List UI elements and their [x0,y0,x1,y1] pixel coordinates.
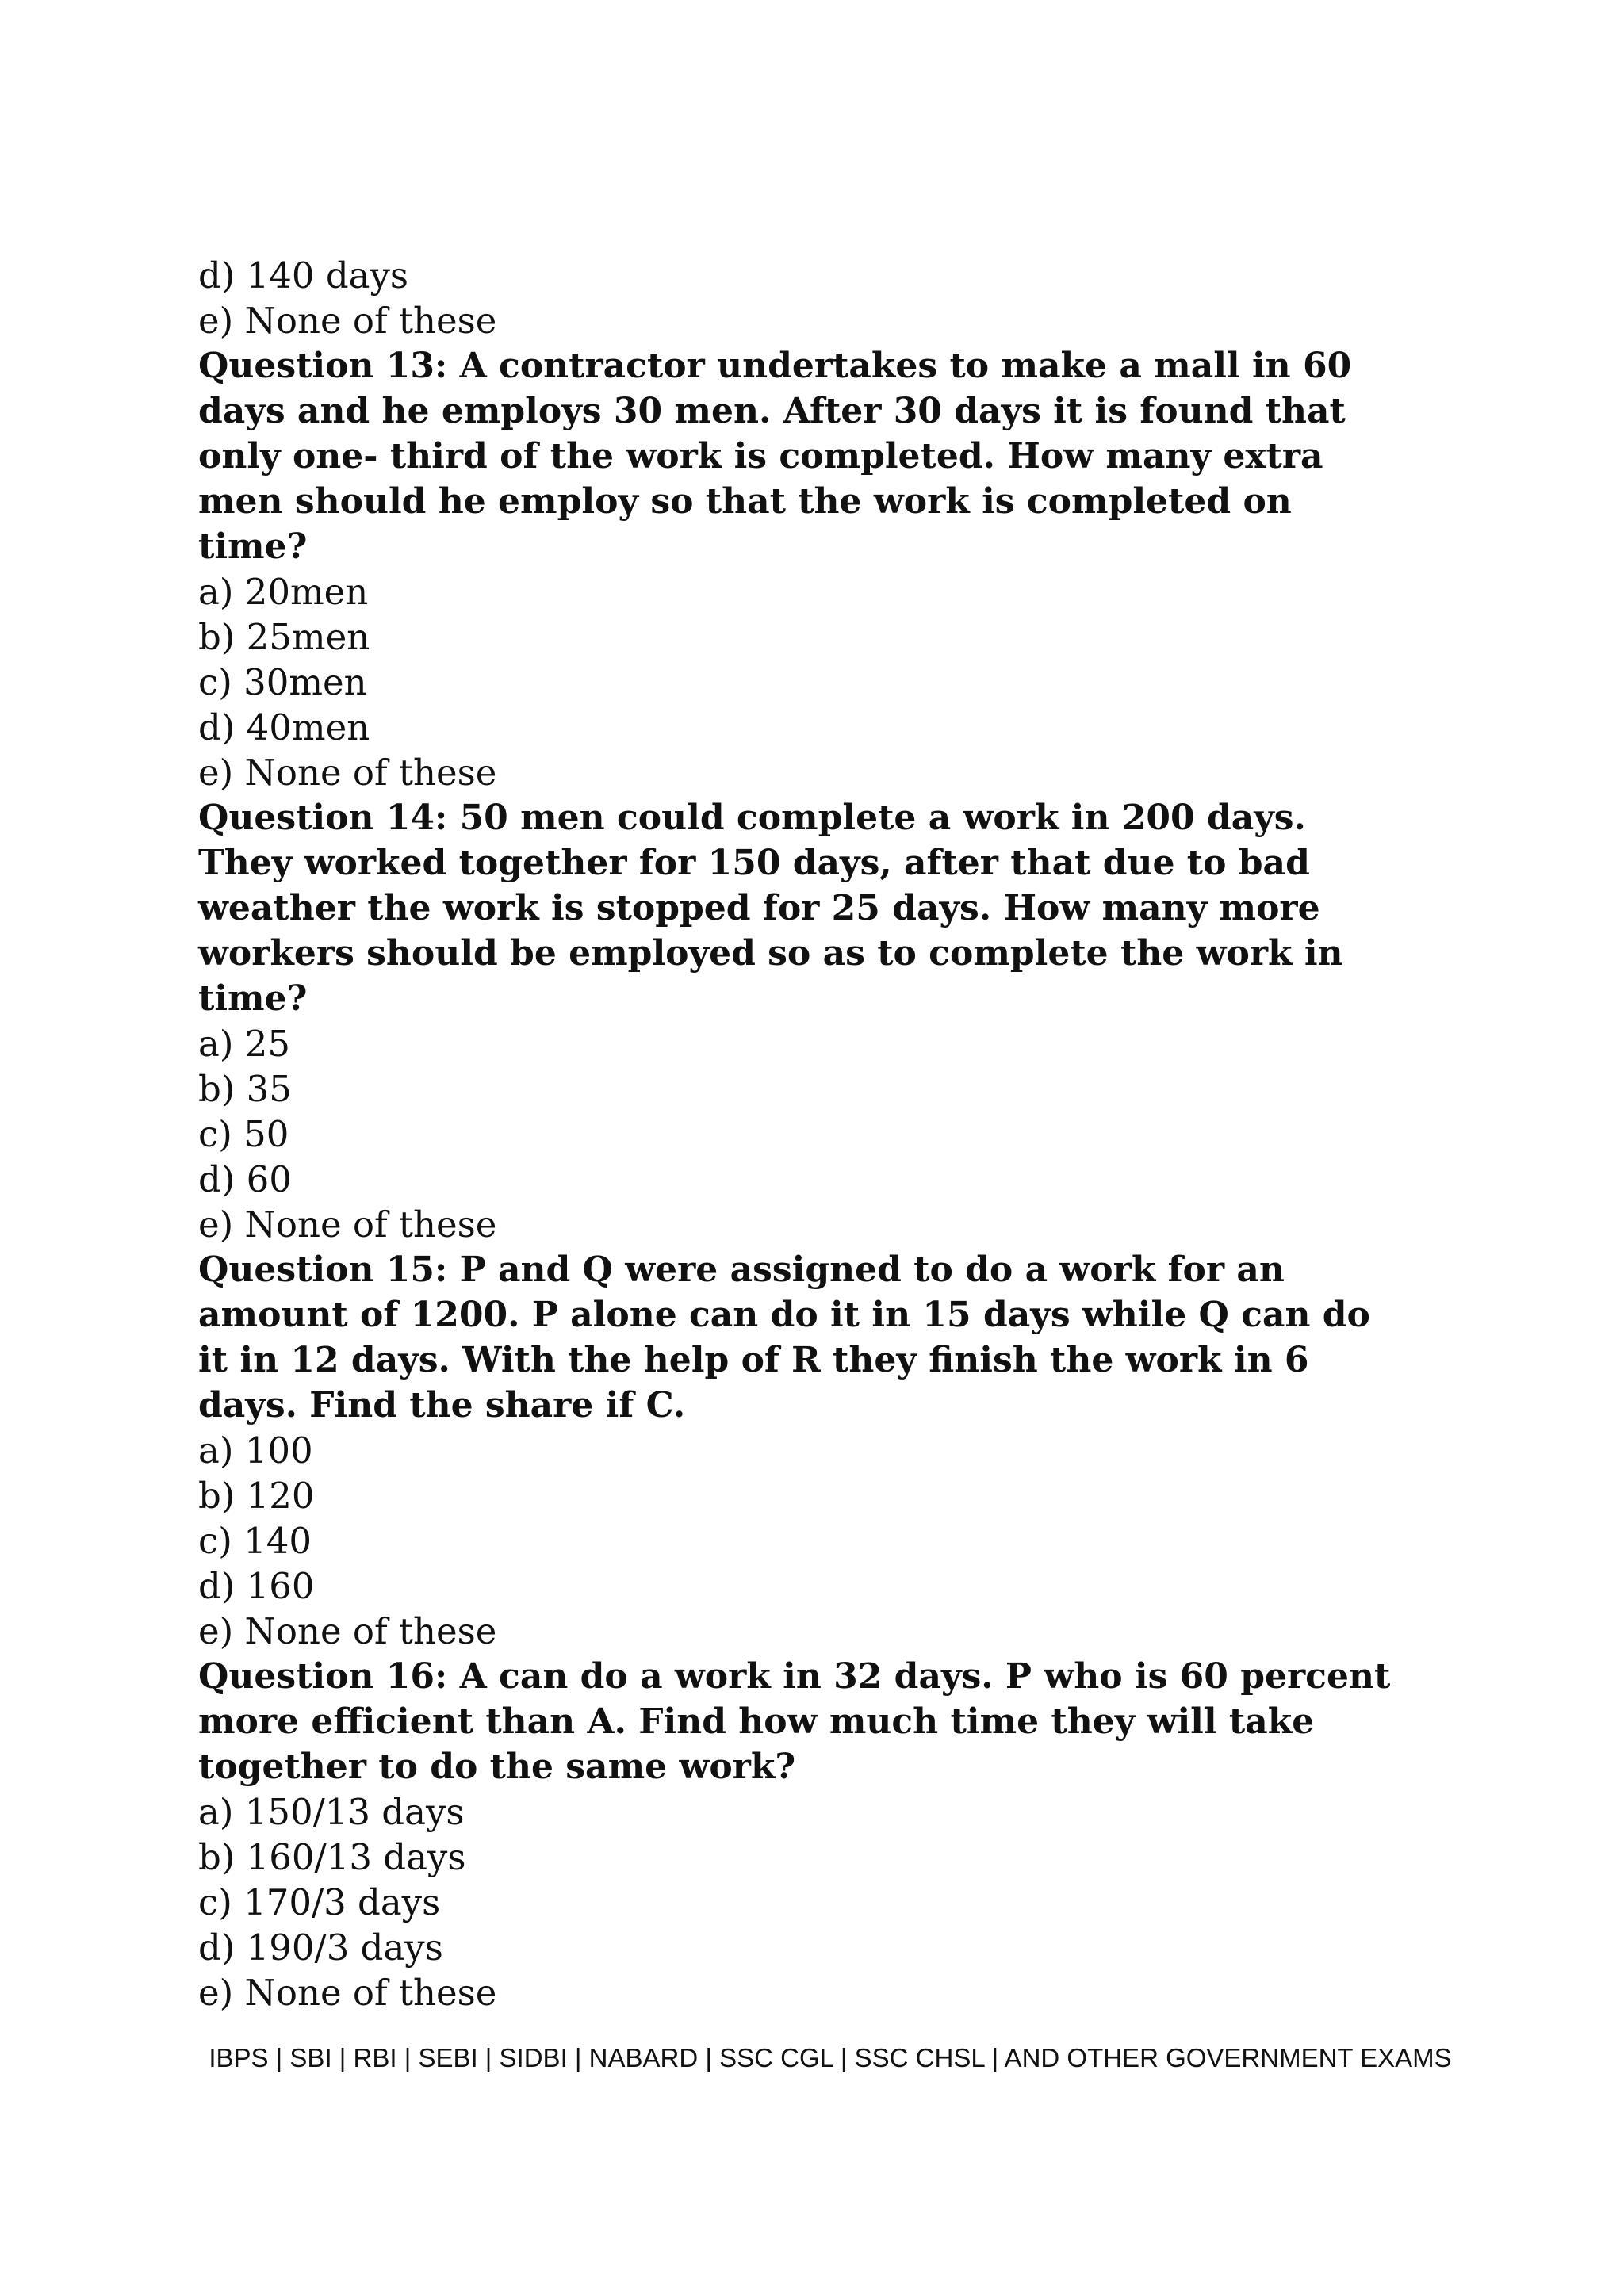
question-15-line-1: Question 15: P and Q were assigned to do a work for an [198,1249,1285,1290]
question-13-option-c: c) 30men [198,661,367,703]
question-15-block [198,1247,1467,1654]
question-15-option-a: a) 100 [198,1429,313,1471]
question-14-line-5: time? [198,978,308,1019]
question-14-option-e: e) None of these [198,1203,497,1246]
option-e-previous: e) None of these [198,300,497,342]
question-13-block [198,343,1467,795]
question-15-line-2: amount of 1200. P alone can do it in 15 days while Q can do [198,1295,1370,1335]
question-14-line-2: They worked together for 150 days, after that due to bad [198,843,1310,883]
question-14-line-1: Question 14: 50 men could complete a work in 200 days. [198,798,1306,838]
question-16-option-e: e) None of these [198,1972,497,2014]
question-15-option-e: e) None of these [198,1610,497,1652]
option-d-previous: d) 140 days [198,254,409,297]
page-content [198,253,1467,2015]
question-15-line-4: days. Find the share if C. [198,1385,686,1425]
question-15-option-d: d) 160 [198,1565,315,1607]
question-13-line-2: days and he employs 30 men. After 30 days it is found that [198,391,1346,431]
question-16-option-b: b) 160/13 days [198,1836,466,1878]
question-16-option-c: c) 170/3 days [198,1881,441,1923]
question-14-option-a: a) 25 [198,1023,290,1065]
question-13-option-b: b) 25men [198,616,370,658]
question-13-line-5: time? [198,526,308,567]
question-16-option-a: a) 150/13 days [198,1791,465,1833]
question-14-line-3: weather the work is stopped for 25 days. How many more [198,888,1320,928]
question-13-option-e: e) None of these [198,752,497,794]
question-15-line-3: it in 12 days. With the help of R they finish the work in 6 [198,1340,1309,1380]
question-16-option-d: d) 190/3 days [198,1927,443,1969]
question-16-line-2: more efficient than A. Find how much time they will take [198,1701,1315,1742]
question-15-option-b: b) 120 [198,1475,315,1517]
question-16-block [198,1654,1467,2015]
question-14-line-4: workers should be employed so as to complete the work in [198,933,1343,974]
question-14-option-c: c) 50 [198,1113,289,1155]
question-13-option-d: d) 40men [198,706,370,748]
page-footer: IBPS | SBI | RBI | SEBI | SIDBI | NABARD | SSC CGL | SSC CHSL | AND OTHER GOVERNMENT EXAMS [209,2043,1452,2072]
question-14-block [198,795,1467,1247]
question-13-line-4: men should he employ so that the work is completed on [198,481,1292,522]
question-13-option-a: a) 20men [198,571,369,613]
question-16-line-3: together to do the same work? [198,1747,796,1787]
question-13-line-1: Question 13: A contractor undertakes to make a mall in 60 [198,346,1352,386]
question-15-option-c: c) 140 [198,1520,312,1562]
question-14-option-d: d) 60 [198,1158,292,1200]
question-13-line-3: only one- third of the work is completed. How many extra [198,436,1323,476]
question-16-line-1: Question 16: A can do a work in 32 days. P who is 60 percent [198,1656,1391,1697]
question-14-option-b: b) 35 [198,1068,292,1110]
